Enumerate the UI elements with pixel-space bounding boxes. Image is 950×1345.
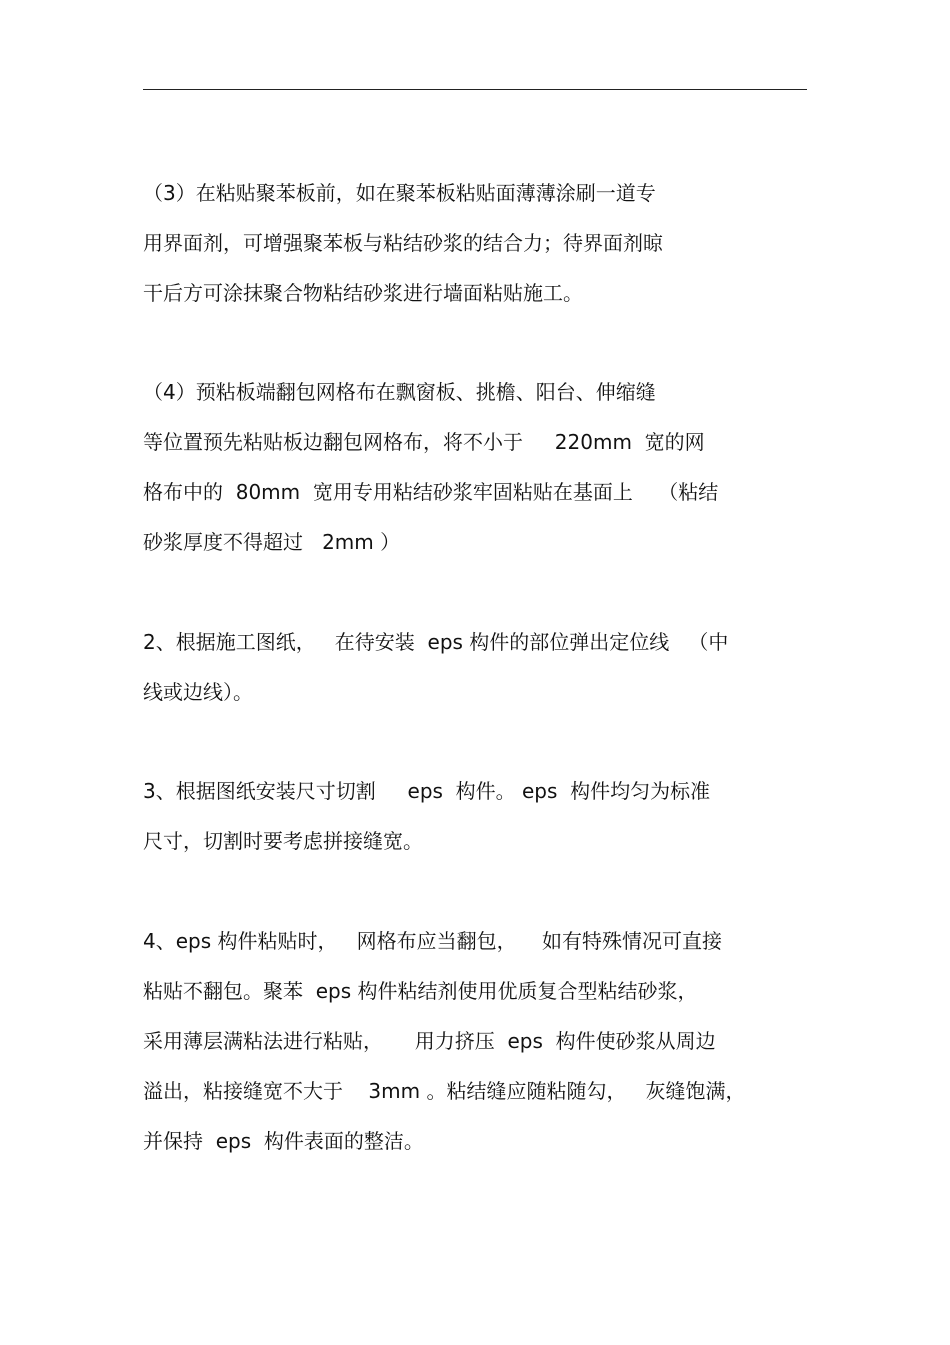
text-line: 4、eps 构件粘贴时， 网格布应当翻包， 如有特殊情况可直接 (143, 929, 723, 953)
text-line: （4）预粘板端翻包网格布在飘窗板、挑檐、阳台、伸缩缝 (143, 380, 656, 404)
header-rule (143, 89, 807, 90)
text-line: 格布中的 80mm 宽用专用粘结砂浆牢固粘贴在基面上 （粘结 (143, 480, 719, 504)
text-line: 粘贴不翻包。聚苯 eps 构件粘结剂使用优质复合型粘结砂浆， (143, 979, 698, 1003)
text-line: 线或边线）。 (143, 680, 253, 704)
text-line: 用界面剂，可增强聚苯板与粘结砂浆的结合力；待界面剂晾 (143, 231, 663, 255)
text-line: 砂浆厚度不得超过 2mm ） (143, 530, 401, 554)
text-line: 2、根据施工图纸， 在待安装 eps 构件的部位弹出定位线 （中 (143, 630, 729, 654)
text-line: 等位置预先粘贴板边翻包网格布，将不小于 220mm 宽的网 (143, 430, 705, 454)
text-line: （3）在粘贴聚苯板前，如在聚苯板粘贴面薄薄涂刷一道专 (143, 181, 656, 205)
text-line: 并保持 eps 构件表面的整洁。 (143, 1129, 424, 1153)
text-line: 溢出，粘接缝宽不大于 3mm 。粘结缝应随粘随勾， 灰缝饱满， (143, 1079, 746, 1103)
text-line: 采用薄层满粘法进行粘贴， 用力挤压 eps 构件使砂浆从周边 (143, 1029, 716, 1053)
text-line: 3、根据图纸安装尺寸切割 eps 构件。 eps 构件均匀为标准 (143, 779, 711, 803)
text-line: 尺寸，切割时要考虑拼接缝宽。 (143, 829, 423, 853)
text-line: 干后方可涂抹聚合物粘结砂浆进行墙面粘贴施工。 (143, 281, 583, 305)
